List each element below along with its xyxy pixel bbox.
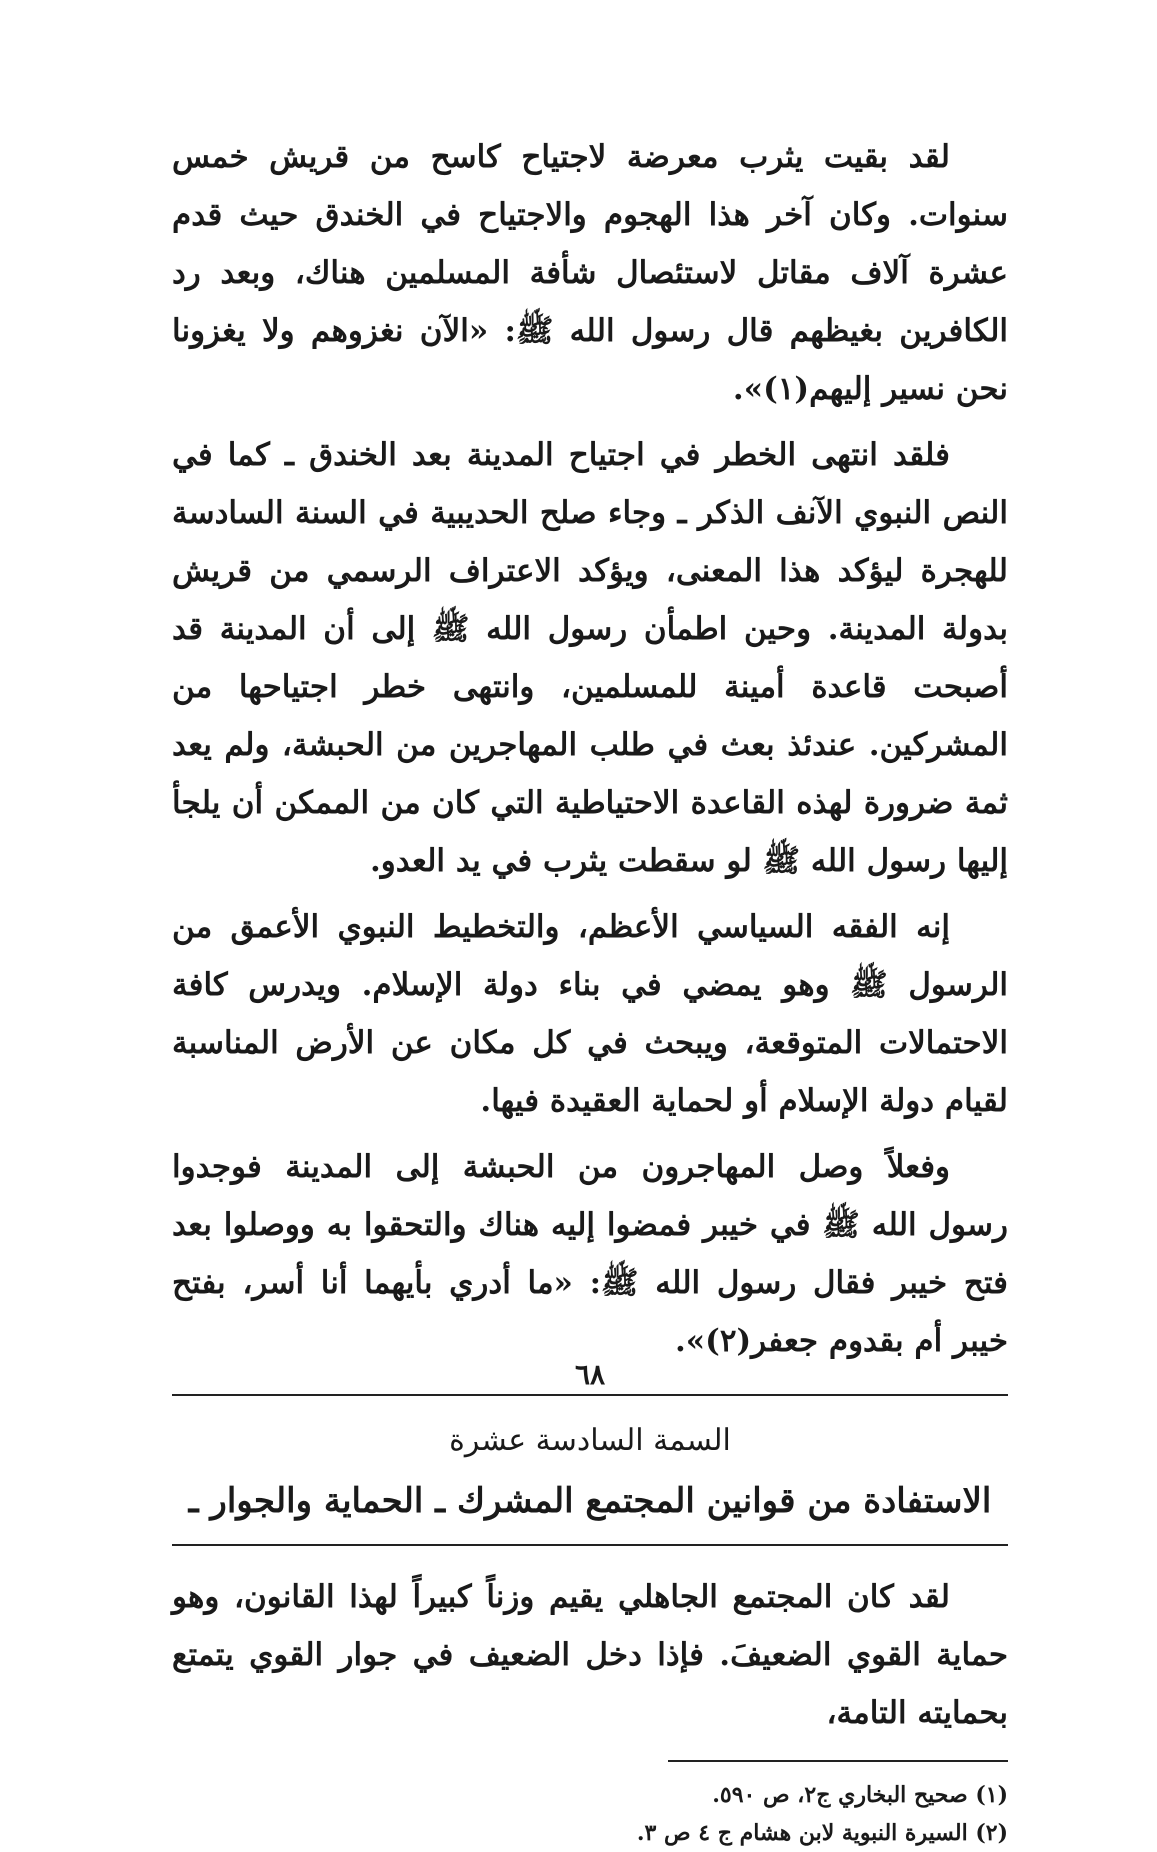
document-page — [172, 128, 1008, 1846]
section-heading — [172, 1396, 1008, 1544]
footnote-2: (٢) السيرة النبوية لابن هشام ج ٤ ص ٣. — [636, 1820, 1008, 1846]
section-body-paragraph: لقد كان المجتمع الجاهلي يقيم وزناً كبيراً لهذا القانون، وهو حماية القوي الضعيفَ. فإذا دخل الضعيف في جوار القوي يتمتع بحمايته التامة، — [172, 1579, 1008, 1731]
body-paragraph-3: إنه الفقه السياسي الأعظم، والتخطيط النبوي الأعمق من الرسول ﷺ وهو يمضي في بناء دولة الإسلام. ويدرس كافة الاحتمالات المتوقعة، ويبحث في كل مكان عن الأرض المناسبة لقيام دولة الإسلام أو لحماية العقيدة فيها. — [172, 909, 1008, 1119]
body-paragraph-2: فلقد انتهى الخطر في اجتياح المدينة بعد الخندق ـ كما في النص النبوي الآنف الذكر ـ وجاء صلح الحديبية في السنة السادسة للهجرة ليؤكد هذا المعنى، ويؤكد الاعتراف الرسمي من قريش بدولة المدينة. وحين اطمأن رسول الله ﷺ إلى أن المدينة قد أصبحت قاعدة أمينة للمسلمين، وانتهى خطر اجتياحها من المشركين. عندئذ بعث في طلب المهاجرين من الحبشة، ولم يعد ثمة ضرورة لهذه القاعدة الاحتياطية التي كان من الممكن أن يلجأ إليها رسول الله ﷺ لو سقطت يثرب في يد العدو. — [172, 437, 1008, 879]
section-bottom-rule — [172, 1544, 1008, 1546]
footnote-1: (١) صحيح البخاري ج٢، ص ٥٩٠. — [712, 1782, 1008, 1808]
body-paragraph-4: وفعلاً وصل المهاجرون من الحبشة إلى المدينة فوجدوا رسول الله ﷺ في خيبر فمضوا إليه هناك والتحقوا به ووصلوا بعد فتح خيبر فقال رسول الله ﷺ: «ما أدري بأيهما أنا أسر، بفتح خيبر أم بقدوم جعفر(٢)». — [172, 1149, 1008, 1359]
body-paragraph-1: لقد بقيت يثرب معرضة لاجتياح كاسح من قريش خمس سنوات. وكان آخر هذا الهجوم والاجتياح في الخندق حيث قدم عشرة آلاف مقاتل لاستئصال شأفة المسلمين هناك، وبعد رد الكافرين بغيظهم قال رسول الله ﷺ: «الآن نغزوهم ولا يغزونا نحن نسير إليهم(١)». — [172, 139, 1008, 407]
footnote-separator — [668, 1760, 1008, 1762]
page-number: ٦٨ — [574, 1358, 606, 1391]
section-title: الاستفادة من قوانين المجتمع المشرك ـ الحماية والجوار ـ — [188, 1481, 992, 1521]
section-label: السمة السادسة عشرة — [449, 1423, 731, 1458]
